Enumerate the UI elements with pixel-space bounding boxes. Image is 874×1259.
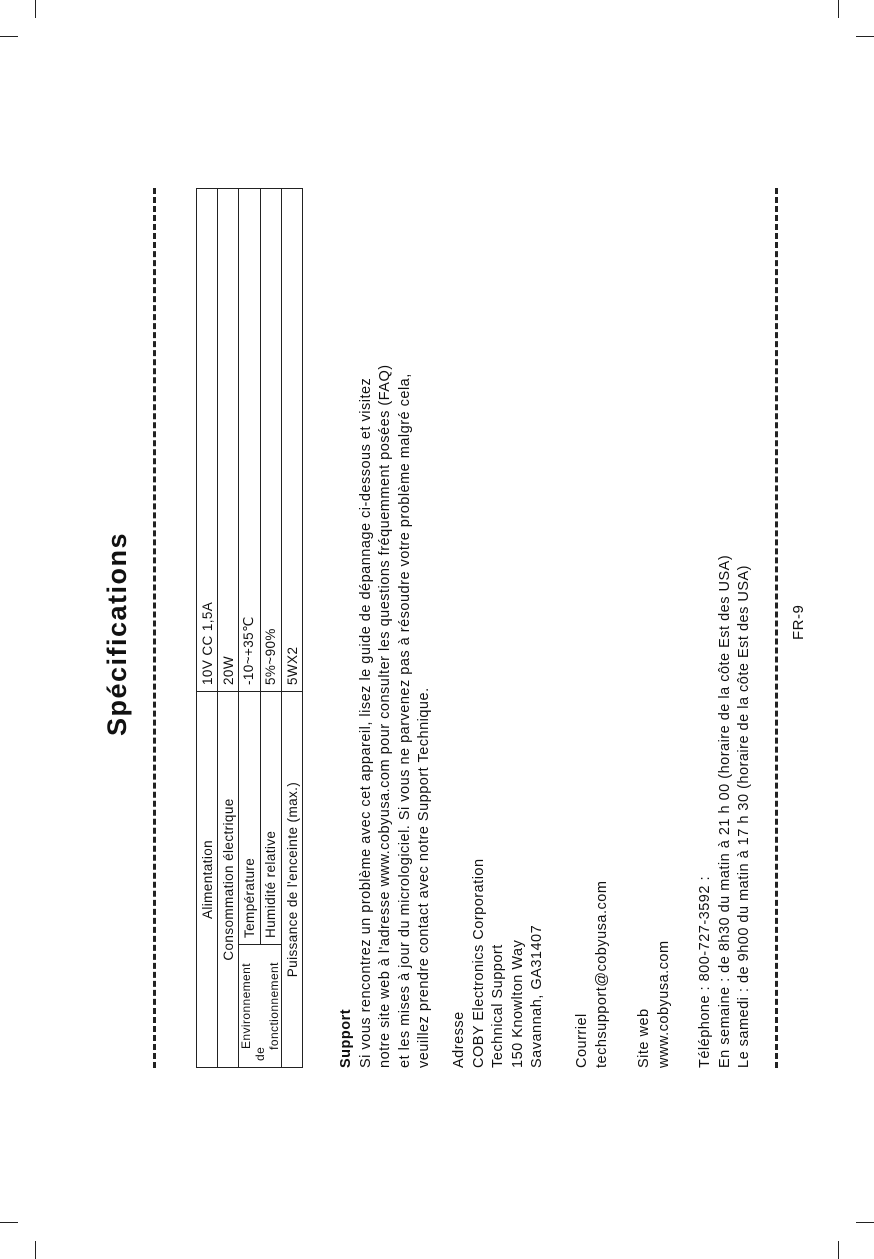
support-heading: Support <box>338 1008 354 1068</box>
crop-mark-tr-h <box>856 36 874 37</box>
speaker-value: 5WX2 <box>282 189 303 692</box>
phone-hours-saturday: Le samedi : de 9h00 du matin à 17 h 30 (horaire de la côte Est des USA) <box>736 565 752 1068</box>
env-label-line: Environnement <box>239 963 253 1049</box>
crop-mark-bl-v <box>35 1241 36 1259</box>
email-section <box>573 881 612 1068</box>
address-line: Savannah, GA31407 <box>529 924 545 1068</box>
phone-hours-weekday: En semaine : de 8h30 du matin à 21 h 00 (horaire de la côte Est des USA) <box>716 554 733 1068</box>
table-row <box>218 189 239 1068</box>
consumption-label: Consommation électrique <box>218 692 239 1068</box>
table-row <box>282 189 303 1068</box>
power-value: 10V CC 1,5A <box>197 189 218 692</box>
crop-mark-tl-v <box>35 0 36 18</box>
consumption-value: 20W <box>218 189 239 692</box>
table-row <box>239 189 261 1068</box>
support-line: veuillez prendre contact avec notre Support Technique. <box>416 687 432 1068</box>
crop-mark-tl-h <box>0 36 18 37</box>
support-line: et les mises à jour du micrologiciel. Si vous ne parvenez pas à résoudre votre problème malgré cela, <box>396 373 413 1068</box>
website-section <box>635 940 674 1068</box>
crop-mark-br-h <box>856 1222 874 1223</box>
humidity-label: Humidité relative <box>260 692 282 945</box>
address-section <box>450 858 548 1068</box>
table-row <box>197 189 218 1068</box>
page-title: Spécifications <box>102 531 132 736</box>
address-label: Adresse <box>451 1011 467 1068</box>
email-label: Courriel <box>574 1013 590 1068</box>
spec-table <box>196 188 303 1068</box>
support-line: notre site web à l'adresse www.cobyusa.com pour consulter les questions fréquemment posées (FAQ) <box>377 364 393 1068</box>
temp-label: Température <box>239 692 261 945</box>
speaker-label: Puissance de l'enceinte (max.) <box>282 692 303 1068</box>
phone-section <box>696 555 755 1068</box>
env-label <box>239 945 282 1068</box>
support-section <box>337 364 435 1068</box>
website-label: Site web <box>636 1008 652 1068</box>
env-label-line: fonctionnement <box>267 962 281 1050</box>
crop-mark-bl-h <box>0 1222 18 1223</box>
address-line: 150 Knowlton Way <box>509 939 526 1068</box>
address-line: Technical Support <box>490 944 506 1068</box>
power-label: Alimentation <box>197 692 218 1068</box>
table-row <box>260 189 282 1068</box>
rotated-page <box>100 188 860 1068</box>
humidity-value: 5%~90% <box>260 189 282 692</box>
support-line: Si vous rencontrez un problème avec cet appareil, lisez le guide de dépannage ci-dessous et visitez <box>357 377 374 1068</box>
page-number: FR-9 <box>790 604 807 640</box>
env-label-line: de <box>253 1046 267 1061</box>
email-link[interactable]: techsupport@cobyusa.com <box>593 880 610 1068</box>
crop-mark-br-v <box>838 1241 839 1259</box>
phone-number: Téléphone : 800-727-3592 : <box>697 876 713 1068</box>
website-link[interactable]: www.cobyusa.com <box>655 940 672 1068</box>
crop-mark-tr-v <box>838 0 839 18</box>
temp-value: -10~+35℃ <box>239 189 261 692</box>
address-line: COBY Electronics Corporation <box>470 858 487 1068</box>
